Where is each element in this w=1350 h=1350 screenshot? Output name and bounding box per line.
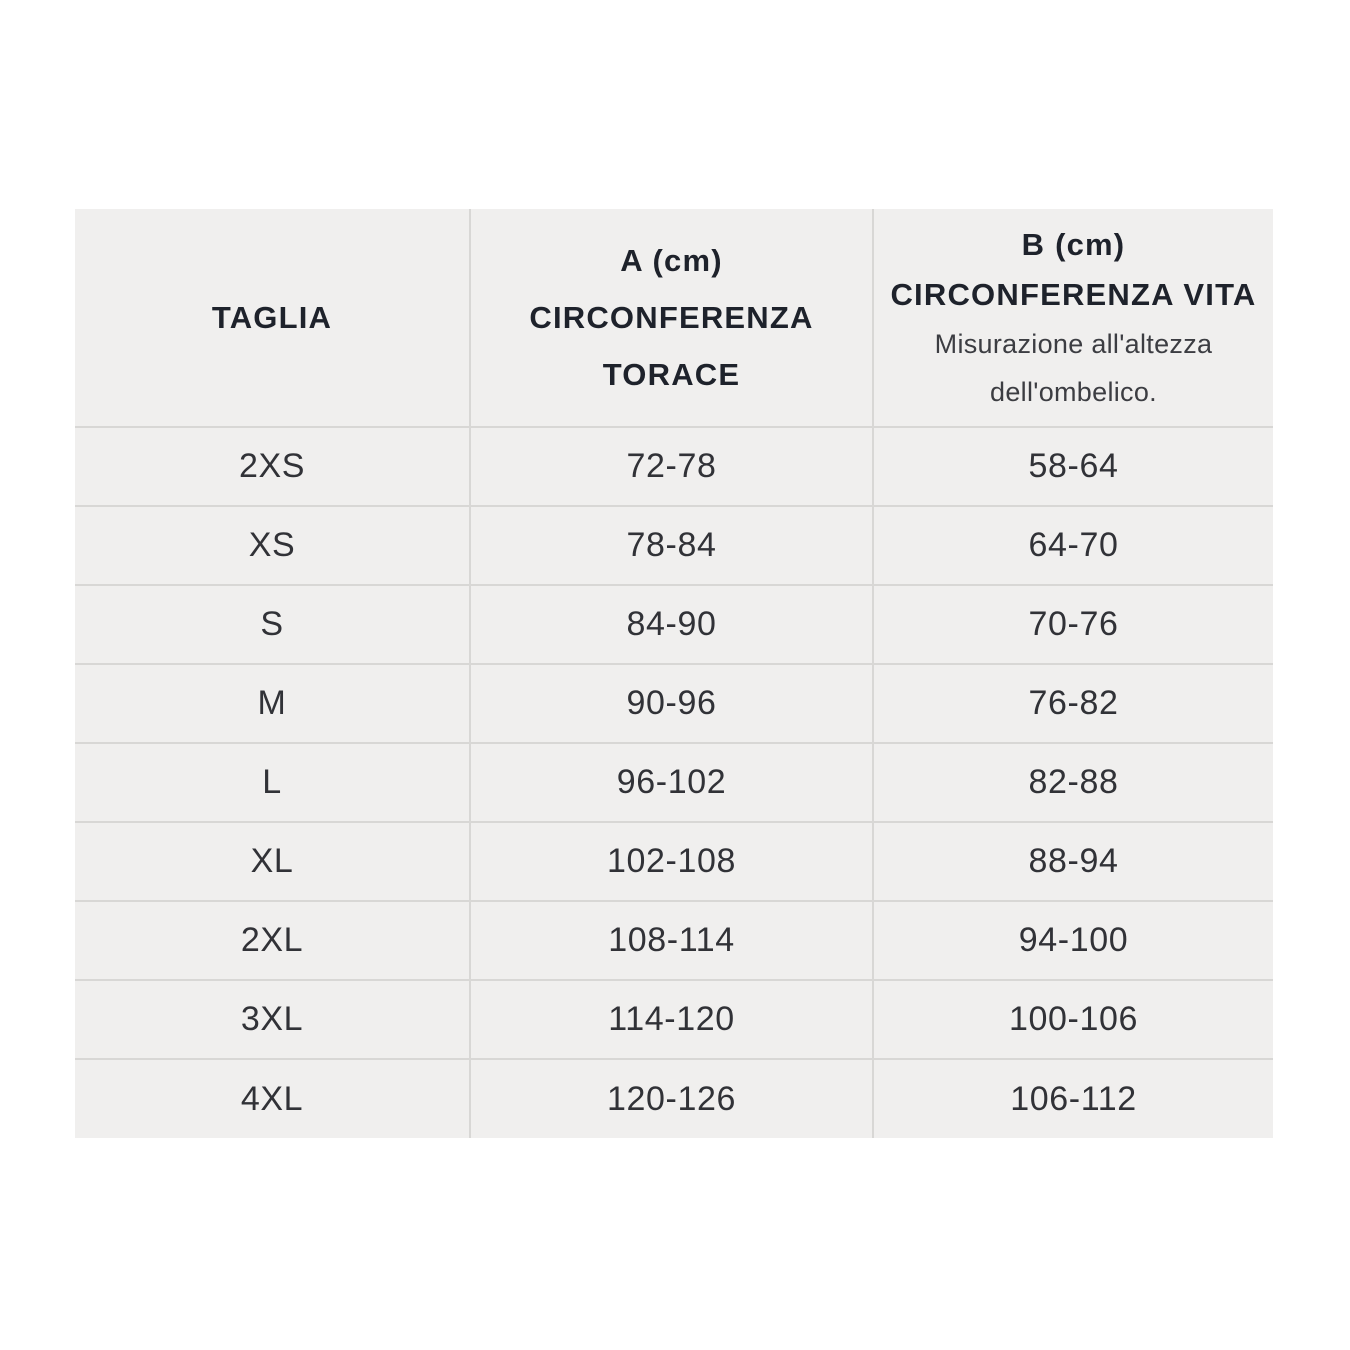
header-cell-size xyxy=(75,209,470,427)
chest-range-cell: 84-90 xyxy=(470,585,873,664)
table-row xyxy=(75,506,1273,585)
size-cell: S xyxy=(75,585,470,664)
chest-range-cell: 72-78 xyxy=(470,427,873,506)
table-row xyxy=(75,901,1273,980)
table-row xyxy=(75,822,1273,901)
chest-range-cell: 102-108 xyxy=(470,822,873,901)
chest-range-cell: 108-114 xyxy=(470,901,873,980)
size-cell: M xyxy=(75,664,470,743)
size-cell: 3XL xyxy=(75,980,470,1059)
chest-range-cell: 90-96 xyxy=(470,664,873,743)
table-row xyxy=(75,664,1273,743)
chest-column-title-line1: A (cm) xyxy=(620,243,723,278)
table-row xyxy=(75,427,1273,506)
chest-column-title-line2: CIRCONFERENZA xyxy=(529,300,814,335)
chest-range-cell: 114-120 xyxy=(470,980,873,1059)
size-chart-table xyxy=(75,209,1273,1138)
size-chart xyxy=(75,209,1273,1138)
size-cell: L xyxy=(75,743,470,822)
table-row xyxy=(75,1059,1273,1138)
table-row xyxy=(75,585,1273,664)
waist-range-cell: 64-70 xyxy=(873,506,1273,585)
size-column-title: TAGLIA xyxy=(211,300,333,335)
waist-range-cell: 70-76 xyxy=(873,585,1273,664)
table-row xyxy=(75,980,1273,1059)
header-cell-waist xyxy=(873,209,1273,427)
chest-range-cell: 96-102 xyxy=(470,743,873,822)
header-row xyxy=(75,209,1273,427)
waist-range-cell: 82-88 xyxy=(873,743,1273,822)
chest-column-title-line3: TORACE xyxy=(602,357,741,392)
size-cell: XL xyxy=(75,822,470,901)
chest-range-cell: 120-126 xyxy=(470,1059,873,1138)
waist-column-title-line1: B (cm) xyxy=(1021,226,1126,262)
waist-column-title-line2: CIRCONFERENZA VITA xyxy=(890,276,1257,312)
size-cell: 2XL xyxy=(75,901,470,980)
waist-measurement-note-line2: dell'ombelico. xyxy=(990,376,1157,407)
header-cell-chest xyxy=(470,209,873,427)
size-cell: 2XS xyxy=(75,427,470,506)
size-cell: XS xyxy=(75,506,470,585)
waist-measurement-note-line1: Misurazione all'altezza xyxy=(934,328,1213,359)
chest-range-cell: 78-84 xyxy=(470,506,873,585)
size-cell: 4XL xyxy=(75,1059,470,1138)
waist-range-cell: 100-106 xyxy=(873,980,1273,1059)
waist-range-cell: 58-64 xyxy=(873,427,1273,506)
waist-range-cell: 106-112 xyxy=(873,1059,1273,1138)
table-row xyxy=(75,743,1273,822)
waist-range-cell: 94-100 xyxy=(873,901,1273,980)
waist-range-cell: 88-94 xyxy=(873,822,1273,901)
waist-range-cell: 76-82 xyxy=(873,664,1273,743)
